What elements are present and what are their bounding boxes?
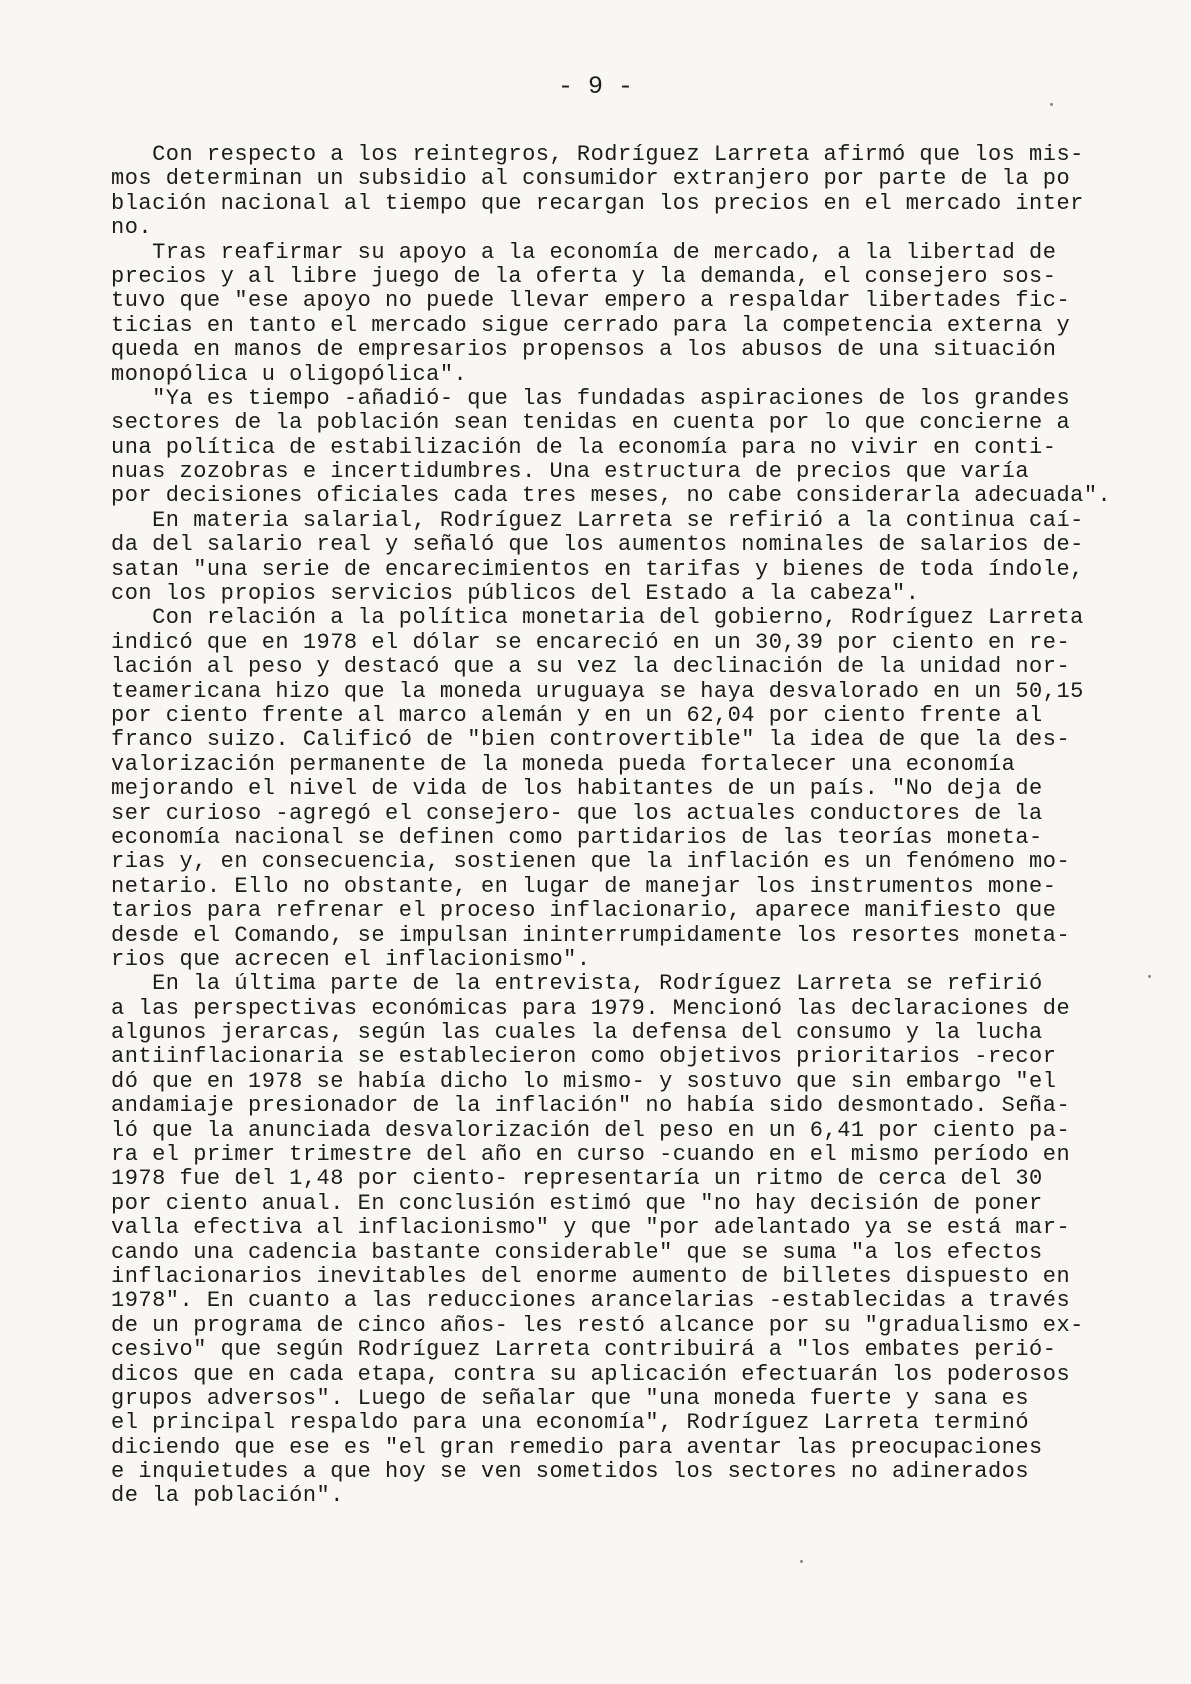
text-line: desde el Comando, se impulsan ininterrumpidamente los resortes moneta- — [111, 922, 1071, 948]
text-line: sectores de la población sean tenidas en cuenta por lo que concierne a — [111, 410, 1071, 436]
paper-speck — [800, 1560, 803, 1563]
text-line: indicó que en 1978 el dólar se encareció en un 30,39 por ciento en re- — [111, 629, 1071, 655]
text-line: cesivo" que según Rodríguez Larreta contribuirá a "los embates perió- — [111, 1337, 1057, 1363]
text-line: queda en manos de empresarios propensos a los abusos de una situación — [111, 337, 1057, 363]
text-line: rias y, en consecuencia, sostienen que la inflación es un fenómeno mo- — [111, 849, 1071, 875]
text-line: economía nacional se definen como partidarios de las teorías moneta- — [111, 824, 1043, 850]
text-line: por ciento anual. En conclusión estimó que "no hay decisión de poner — [111, 1190, 1043, 1216]
text-line: cando una cadencia bastante considerable" que se suma "a los efectos — [111, 1239, 1043, 1265]
text-line: mos determinan un subsidio al consumidor extranjero por parte de la po — [111, 166, 1071, 192]
text-line: blación nacional al tiempo que recargan los precios en el mercado inter — [111, 190, 1084, 216]
text-line: Con respecto a los reintegros, Rodríguez Larreta afirmó que los mis- — [111, 142, 1084, 167]
text-line: Tras reafirmar su apoyo a la economía de mercado, a la libertad de — [111, 239, 1057, 265]
text-line: "Ya es tiempo -añadió- que las fundadas aspiraciones de los grandes — [111, 385, 1071, 411]
text-line: a las perspectivas económicas para 1979. Mencionó las declaraciones de — [111, 995, 1071, 1021]
text-line: precios y al libre juego de la oferta y la demanda, el consejero sos- — [111, 263, 1057, 289]
text-line: con los propios servicios públicos del Estado a la cabeza". — [111, 581, 920, 607]
text-line: el principal respaldo para una economía", Rodríguez Larreta terminó — [111, 1410, 1030, 1436]
paper-speck — [1148, 975, 1151, 978]
text-line: ser curioso -agregó el consejero- que los actuales conductores de la — [111, 800, 1043, 826]
text-line: grupos adversos". Luego de señalar que "una moneda fuerte y sana es — [111, 1385, 1030, 1411]
document-body — [111, 143, 1151, 1509]
text-line: satan "una serie de encarecimientos en tarifas y bienes de toda índole, — [111, 556, 1084, 582]
text-line: de un programa de cinco años- les restó alcance por su "gradualismo ex- — [111, 1312, 1084, 1338]
text-line: dó que en 1978 se había dicho lo mismo- y sostuvo que sin embargo "el — [111, 1068, 1057, 1094]
text-line: por decisiones oficiales cada tres meses, no cabe considerarla adecuada". — [111, 483, 1112, 509]
text-line: netario. Ello no obstante, en lugar de manejar los instrumentos mone- — [111, 873, 1057, 899]
page-number: - 9 - — [557, 72, 633, 101]
text-line: de la población". — [111, 1483, 344, 1509]
text-line: diciendo que ese es "el gran remedio para aventar las preocupaciones — [111, 1434, 1043, 1460]
text-line: franco suizo. Calificó de "bien controvertible" la idea de que la des- — [111, 727, 1071, 753]
text-line: valorización permanente de la moneda pueda fortalecer una economía — [111, 751, 1016, 777]
paper-speck — [1050, 103, 1053, 106]
text-line: En materia salarial, Rodríguez Larreta se refirió a la continua caí- — [111, 507, 1084, 533]
text-line: 1978 fue del 1,48 por ciento- representaría un ritmo de cerca del 30 — [111, 1166, 1043, 1192]
text-line: nuas zozobras e incertidumbres. Una estructura de precios que varía — [111, 459, 1030, 485]
text-line: no. — [111, 215, 153, 241]
text-line: ticias en tanto el mercado sigue cerrado para la competencia externa y — [111, 312, 1071, 338]
text-line: rios que acrecen el inflacionismo". — [111, 946, 591, 972]
text-line: una política de estabilización de la economía para no vivir en conti- — [111, 434, 1057, 460]
text-line: tuvo que "ese apoyo no puede llevar empero a respaldar libertades fic- — [111, 288, 1071, 314]
text-line: andamiaje presionador de la inflación" no había sido desmontado. Seña- — [111, 1093, 1071, 1119]
text-line: lación al peso y destacó que a su vez la declinación de la unidad nor- — [111, 654, 1071, 680]
text-line: mejorando el nivel de vida de los habitantes de un país. "No deja de — [111, 776, 1043, 802]
text-line: tarios para refrenar el proceso inflacionario, aparece manifiesto que — [111, 898, 1057, 924]
text-line: teamericana hizo que la moneda uruguaya se haya desvalorado en un 50,15 — [111, 678, 1084, 704]
text-line: inflacionarios inevitables del enorme aumento de billetes dispuesto en — [111, 1263, 1071, 1289]
text-line: En la última parte de la entrevista, Rodríguez Larreta se refirió — [111, 971, 1043, 997]
text-line: Con relación a la política monetaria del gobierno, Rodríguez Larreta — [111, 605, 1084, 631]
text-line: valla efectiva al inflacionismo" y que "por adelantado ya se está mar- — [111, 1215, 1071, 1241]
text-line: antiinflacionaria se establecieron como objetivos prioritarios -recor — [111, 1044, 1057, 1070]
text-line: algunos jerarcas, según las cuales la defensa del consumo y la lucha — [111, 1020, 1043, 1046]
text-line: da del salario real y señaló que los aumentos nominales de salarios de- — [111, 532, 1084, 558]
text-line: e inquietudes a que hoy se ven sometidos los sectores no adinerados — [111, 1459, 1030, 1485]
text-line: por ciento frente al marco alemán y en un 62,04 por ciento frente al — [111, 702, 1043, 728]
text-line: 1978". En cuanto a las reducciones arancelarias -establecidas a través — [111, 1288, 1071, 1314]
text-line: dicos que en cada etapa, contra su aplicación efectuarán los poderosos — [111, 1361, 1071, 1387]
text-line: monopólica u oligopólica". — [111, 361, 468, 387]
text-line: ra el primer trimestre del año en curso -cuando en el mismo período en — [111, 1142, 1071, 1168]
text-line: ló que la anunciada desvalorización del peso en un 6,41 por ciento pa- — [111, 1117, 1071, 1143]
